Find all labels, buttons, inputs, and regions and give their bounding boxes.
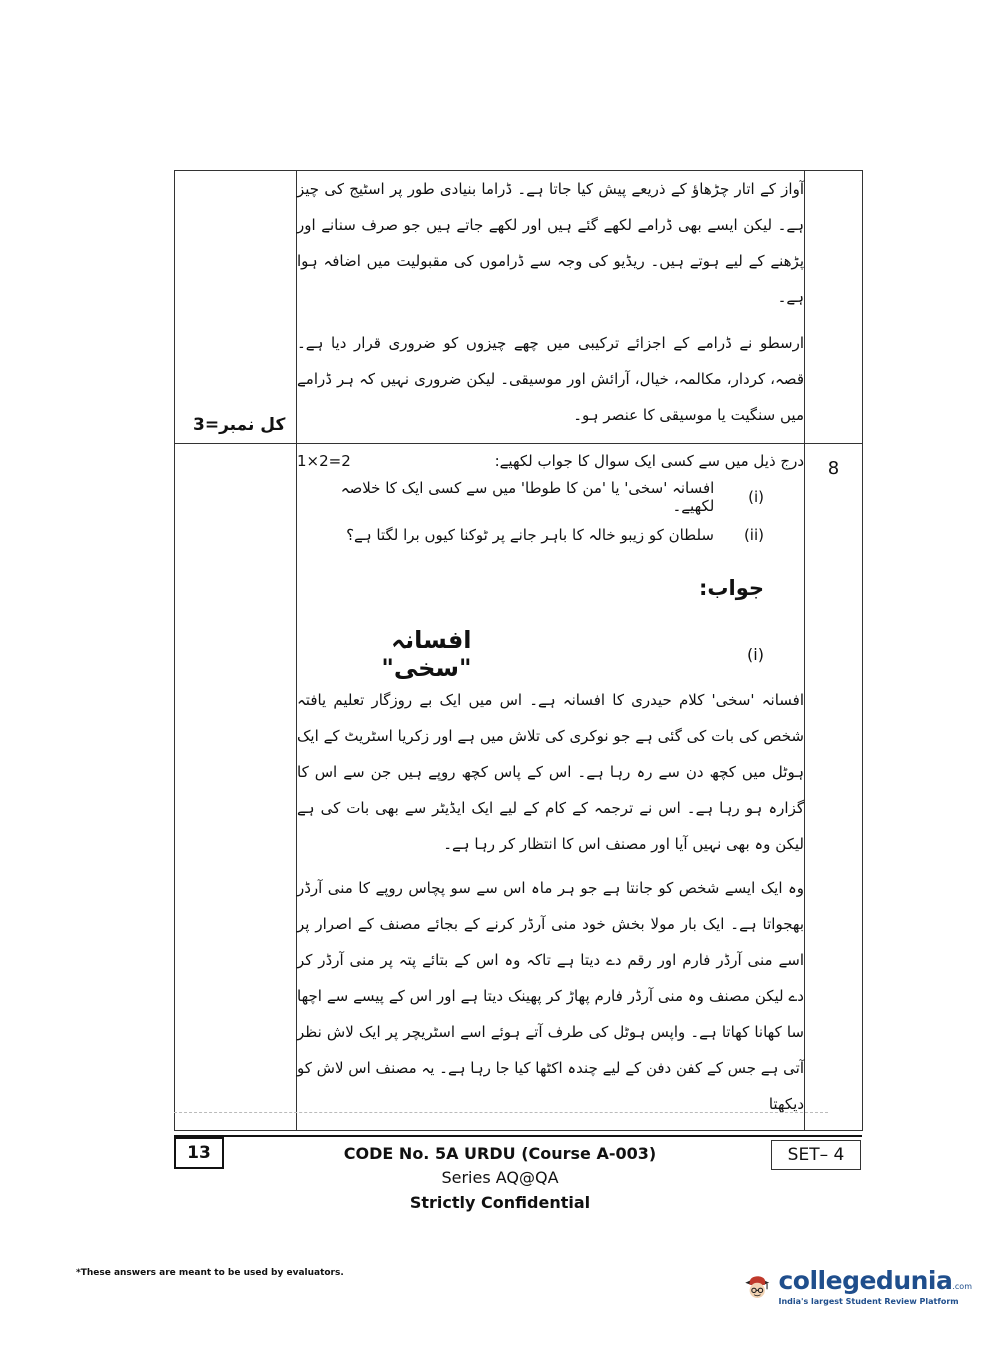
brand-suffix: .com <box>952 1281 972 1291</box>
paragraph: افسانہ 'سخی' کلام حیدری کا افسانہ ہے۔ اس میں ایک بے روزگار تعلیم یافتہ شخص کی بات کی گئی ہے جو نوکری کی تلاش میں ہے اور زکریا اسٹریٹ کے ایک ہوٹل میں کچھ دن سے رہ رہا ہے۔ اس کے پاس کچھ روپے ہیں جن سے اس کا گزارہ ہو رہا ہے۔ اس نے ترجمہ کے کام کے لیے ایک ایڈیٹر سے بھی بات کی ہے لیکن وہ بھی نہیں آیا اور مصنف اس کا انتظار کر رہا ہے۔ <box>297 691 804 853</box>
marks-cell <box>175 171 297 444</box>
collegedunia-logo <box>742 1255 972 1317</box>
code-line: CODE No. 5A URDU (Course A-003) <box>343 1144 657 1163</box>
set-badge: SET– 4 <box>771 1140 861 1170</box>
paragraph: آواز کے اتار چڑھاؤ کے ذریعے پیش کیا جاتا ہے۔ ڈراما بنیادی طور پر اسٹیج کی چیز ہے۔ لیکن ایسے بھی ڈرامے لکھے گئے ہیں اور لکھے جاتے ہیں جو صرف سنانے اور پڑھنے کے لیے ہوتے ہیں۔ ریڈیو کی وجہ سے ڈراموں کی مقبولیت میں اضافہ ہوا ہے۔ <box>297 180 804 306</box>
subquestion-text: افسانہ 'سخی' یا 'من کا طوطا' میں سے کسی ایک کا خلاصہ لکھیے۔ <box>340 479 715 515</box>
answer-table <box>174 170 863 1131</box>
student-mascot-icon <box>742 1258 772 1314</box>
subquestion-number: (i) <box>748 488 764 506</box>
question-number-cell-empty <box>805 171 863 444</box>
subquestion <box>297 516 804 554</box>
answer-continuation <box>297 171 805 444</box>
question-marks: 1×2=2 <box>297 452 351 470</box>
total-marks-label: کل نمبر=3 <box>193 415 286 435</box>
series-line: Series AQ@QA <box>441 1168 559 1187</box>
subquestion-number: (ii) <box>743 526 764 544</box>
page-number: 13 <box>174 1137 224 1169</box>
footer-rule <box>174 1135 862 1137</box>
story-title: افسانہ "سخی" <box>381 626 472 682</box>
brand-tagline: India's largest Student Review Platform <box>778 1296 959 1306</box>
question-body <box>297 444 805 1131</box>
brand-name: collegedunia <box>778 1265 953 1295</box>
story-heading <box>297 626 804 682</box>
subquestion <box>297 478 804 516</box>
paragraph: وہ ایک ایسے شخص کو جانتا ہے جو ہر ماہ اس سے سو پچاس روپے کا منی آرڈر بھجواتا ہے۔ ایک بار مولا بخش خود منی آرڈر کرنے کے بجائے مصنف کے اصرار پر اسے منی آرڈر فارم اور رقم دے دیتا ہے تاکہ وہ اس کے بتائے پتہ پر منی آرڈر کر دے لیکن مصنف وہ منی آرڈر فارم پھاڑ کر پھینک دیتا ہے اور اس کے پیسے سے اچھا سا کھانا کھاتا ہے۔ واپس ہوٹل کی طرف آتے ہوئے اسے اسٹریچر پر ایک لاش نظر آتی ہے جس کے کفن دفن کے لیے چندہ اکٹھا کیا جا رہا ہے۔ یہ مصنف اس لاش کو دیکھتا <box>297 879 804 1113</box>
question-number: 8 <box>805 444 863 1131</box>
story-number: (i) <box>747 644 764 664</box>
confidential-line: Strictly Confidential <box>409 1193 591 1212</box>
question-instruction: درج ذیل میں سے کسی ایک سوال کا جواب لکھیے: <box>494 452 804 470</box>
paragraph: ارسطو نے ڈرامے کے اجزائے ترکیبی میں چھے چیزوں کو ضروری قرار دیا ہے۔ قصہ، کردار، مکالمہ، خیال، آرائش اور موسیقی۔ لیکن ضروری نہیں کہ ہر ڈرامے میں سنگیت یا موسیقی کا عنصر ہو۔ <box>297 334 804 424</box>
subquestion-text: سلطان کو زیبو خالہ کا باہر جانے پر ٹوکنا کیوں برا لگتا ہے؟ <box>346 526 714 544</box>
divider <box>174 1112 828 1113</box>
marks-cell <box>175 444 297 1131</box>
evaluator-note: *These answers are meant to be used by evaluators. <box>76 1268 344 1278</box>
answer-heading: جواب: <box>699 576 764 600</box>
